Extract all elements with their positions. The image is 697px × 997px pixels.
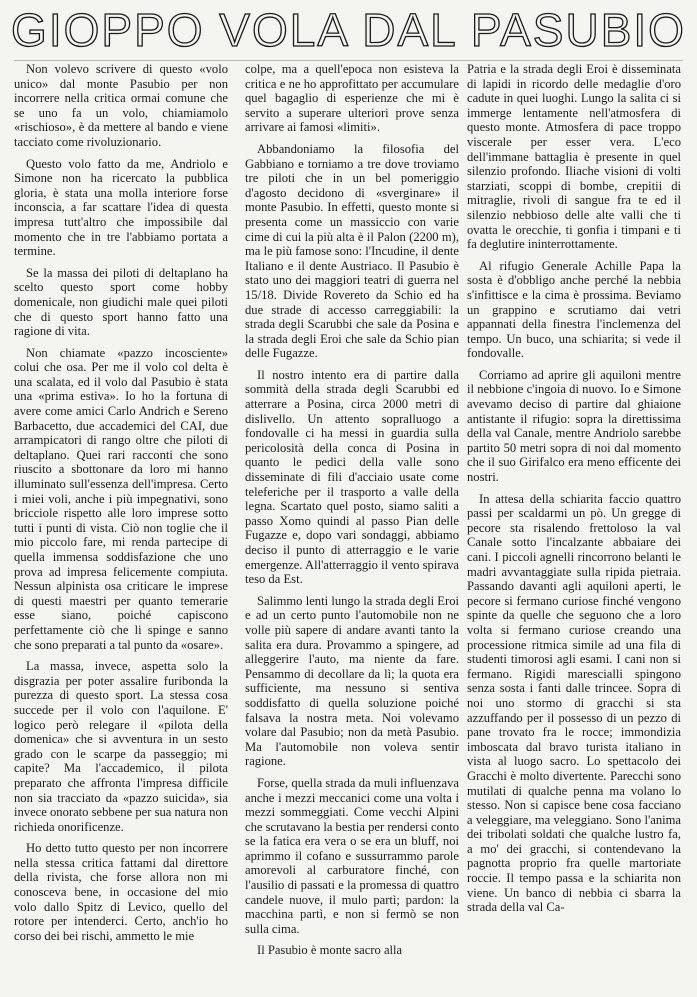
paragraph: Corriamo ad aprire gli aquiloni mentre il nebbione c'ingoia di nuovo. Io e Simone avevamo deciso di partire dal ghiaione antistante il rifugio: sopra la direttissima della val Canale, mentre Andriolo sarebbe partito 50 metri sopra di noi dal momento che il suo Girifalco era meno efficente dei nostri. bbox=[467, 367, 681, 485]
paragraph: Forse, quella strada da muli influenzava anche i mezzi meccanici come una volta i mezzi sommeggiati. Come vecchi Alpini che scrutavano la bestia per rendersi conto se la fatica era vera o se era un bluff, noi aprimmo il cofano e sussurrammo parole amorevoli al carburatore finché, con l'ausilio di passati e la promessa di quattro candele nuove, il mulo partì; pardon: la macchina partì, e non si fermò se non sulla cima. bbox=[245, 775, 459, 936]
paragraph: In attesa della schiarita faccio quattro passi per scaldarmi un pò. Un gregge di pecore sta risalendo frettoloso la val Canale sotto l'incalzante abbaiare dei cani. I piccoli agnelli rincorrono belanti le madri avvantaggiate sulla ripida pietraia. Passando davanti agli aquiloni aperti, le pecore si fermano curiose finché vengono spinte da quelle che seguono che a loro volta si fermano curiose creando una processione ritmica simile ad una fila di studenti timorosi agli esami. I cani non si fermano. Rigidi marescialli spingono senza sosta i fanti dalle trincee. Sopra di noi uno stormo di gracchi si sta azzuffando per il possesso di un pezzo di pane trovato fra le rocce; immondizia imboscata dal bravo turista italiano in vista al luogo sacro. Lo spettacolo dei Gracchi è molto divertente. Parecchi sono mutilati di qualche penna ma volano lo stesso. Non si capisce bene cosa facciano a veleggiare, ma veleggiano. Sono l'anima dei tribolati soldati che qualche lustro fa, a mo' dei gracchi, si contendevano la pagnotta proprio fra quelle martoriate roccie. Il tempo passa e la schiarita non viene. Un banco di nebbia ci sbarra la strada della val Ca- bbox=[467, 491, 681, 915]
paragraph: Il Pasubio è monte sacro alla bbox=[257, 943, 403, 958]
title-divider bbox=[14, 60, 683, 61]
article-column-1 bbox=[14, 62, 228, 992]
paragraph: Il nostro intento era di partire dalla sommità della strada degli Scarubbi ed atterrare a Posina, circa 2000 metri di dislivello. Un attento sopralluogo a fondovalle ci ha messi in guardia sulla pericolosità della conca di Posina in quanto le pedici della valle sono disseminate di fili d'acciaio usate come teleferiche per il trasporto a valle della legna. Scartato quel posto, siamo saliti a passo Xomo quindi al passo Pian delle Fugazze e, dopo vari sondaggi, abbiamo deciso il punto di atterraggio e le varie emergenze. All'atterraggio il vento spirava teso da Est. bbox=[245, 367, 459, 587]
paragraph: La massa, invece, aspetta solo la disgrazia per poter assalire furibonda la purezza di questo sport. La stessa cosa succede per il volo con l'aquilone. E' logico però relegare il «pilota della domenica» che si avventura in un sesto grado con le scarpe da passeggio; mi capite? Ma l'accademico, il pilota preparato che affronta l'impresa difficile non sia tracciato da «pazzo suicida», sia invece onorato sebbene per sua natura non richieda onorificenze. bbox=[14, 659, 228, 834]
paragraph: Salimmo lenti lungo la strada degli Eroi e ad un certo punto l'automobile non ne volle più sapere di andare avanti tanto la salita era dura. Provammo a spingere, ad alleggerire l'auto, ma niente da fare. Pensammo di decollare da lì; la quota era sufficiente, ma nessuno si sentiva soddisfatto di quella soluzione poiché falsava la nostra meta. Noi volevamo volare dal Pasubio; non da metà Pasubio. Ma l'automobile non voleva sentir ragione. bbox=[245, 593, 459, 769]
paragraph: Non volevo scrivere di questo «volo unico» dal monte Pasubio per non incorrere nella critica ormai comune che se uno fa un volo, chiamiamolo «rischioso», è da mettere al bando e viene tacciato come rivoluzionario. bbox=[14, 62, 228, 149]
article-column-2 bbox=[245, 62, 459, 992]
article-column-3 bbox=[467, 62, 681, 992]
paragraph: Questo volo fatto da me, Andriolo e Simone non ha ricercato la pubblica gloria, è stata una molla interiore forse inconscia, a far scattare l'idea di questa impresa tutt'altro che impossibile dal momento che in tre l'abbiamo portata a termine. bbox=[14, 156, 228, 259]
paragraph: Se la massa dei piloti di deltaplano ha scelto questo sport come hobby domenicale, non giudichi male quei piloti che di questo sport hanno fatto una ragione di vita. bbox=[14, 265, 228, 339]
paragraph: Patria e la strada degli Eroi è disseminata di lapidi in ricordo delle medaglie d'oro cadute in quei luoghi. Lungo la salita ci si immerge lentamente nell'atmosfera di questo monte. Atmosfera di pace troppo viscerale per esser vera. L'eco dell'immane battaglia è presente in quel silenzio profondo. Iliache visioni di volti starziati, scoppi di bombe, crepitii di mitraglie, rivoli di sangue fra te ed il silenzio nebbioso delle alte valli che ti ovatta le orecchie, ti gonfia i timpani e ti fa deglutire ininterrottamente. bbox=[467, 62, 681, 252]
paragraph: Ho detto tutto questo per non incorrere nella stessa critica fattami dal direttore della rivista, che forse allora non mi conosceva bene, in occasione del mio volo dallo Spitz di Levico, quello del rotore per intenderci. Certo, anch'io ho corso dei bei rischi, ammetto le mie bbox=[14, 841, 228, 943]
paragraph: colpe, ma a quell'epoca non esisteva la critica e ne ho approfittato per accumulare quel bagaglio di esperienze che mi è servito a superare ulteriori prove senza arrivare ai famosi «limiti». bbox=[245, 62, 459, 135]
paragraph: Non chiamate «pazzo incosciente» colui che osa. Per me il volo col delta è una scalata, ed il volo dal Pasubio è stata una «prima estiva». Io ho la fortuna di avere come amici Carlo Andrich e Sereno Barbacetto, due accademici del CAI, due arrampicatori di rango oltre che piloti di deltaplano. Quei rari racconti che sono riuscito a sbottonare da loro mi hanno illuminato sull'essenza dell'impresa. Certo i miei voli, anche i più impegnativi, sono bricciole rispetto alle loro imprese sotto tutti i punti di vista. Ciò non toglie che il mio piccolo fare, mi renda partecipe di quella immensa soddisfazione che uno prova ad impresa felicemente compiuta. Nessun alpinista osa criticare le imprese di questi maestri per quanto temerarie esse siano, poiché capiscono perfettamente ciò che li spinge e sanno che sono preparati a tal punto da «osare». bbox=[14, 345, 228, 652]
paragraph: Al rifugio Generale Achille Papa la sosta è d'obbligo anche perché la nebbia s'infittisce e la cima è prossima. Beviamo un grappino e scrutiamo dai vetri appannati della finestra l'inclemenza del tempo. Un buco, una schiarita; si vede il fondovalle. bbox=[467, 258, 681, 361]
paragraph: Abbandoniamo la filosofia del Gabbiano e torniamo a tre dove troviamo tre piloti che in un bel pomeriggio d'agosto decidono di «sverginare» il monte Pasubio. In effetti, questo monte si presenta come un massiccio con varie cime di cui la più alta è il Palon (2200 m), ma le più famose sono: l'Incudine, il dente Italiano e il dente Austriaco. Il Pasubio è stato uno dei maggiori teatri di guerra nel 15/18. Divide Rovereto da Schio ed ha due strade di accesso carreggiabili: la strada degli Scarubbi che sale da Posina e la strada degli Eroi che sale da Schio pian delle Fugazze. bbox=[245, 141, 459, 361]
article-title: GIOPPO VOLA DAL PASUBIO bbox=[11, 4, 686, 56]
